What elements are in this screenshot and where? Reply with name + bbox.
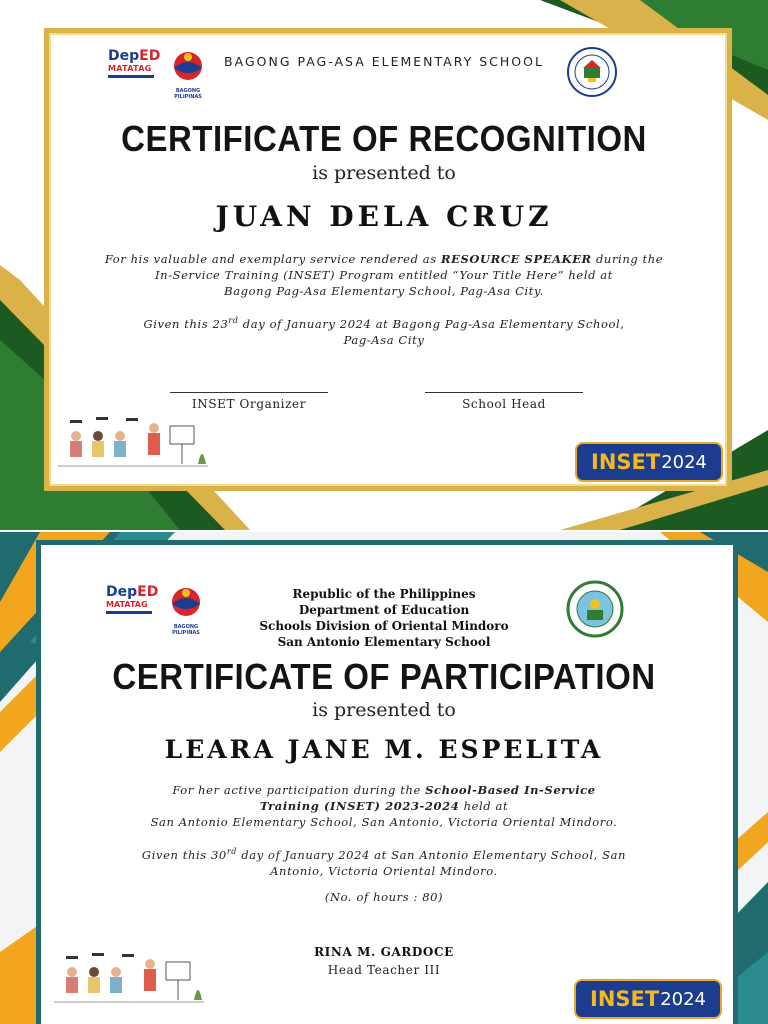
certificate-title: CERTIFICATE OF RECOGNITION <box>121 118 647 159</box>
signature-line-left <box>170 392 328 393</box>
logo-stripe <box>108 75 154 78</box>
role-text: RESOURCE SPEAKER <box>441 252 592 266</box>
deped-ed-text: ED <box>139 48 161 64</box>
certificate-body-2 <box>0 782 768 830</box>
header-line-3: Schools Division of Oriental Mindoro <box>259 619 509 633</box>
bagong-pilipinas-text: BAGONG PILIPINAS <box>174 88 202 100</box>
body-line-3: San Antonio Elementary School, San Antonio, Victoria Oriental Mindoro. <box>150 815 618 829</box>
matatag-text: MATATAG <box>108 64 152 73</box>
certificate-body <box>0 251 768 299</box>
header-line-1: Republic of the Philippines <box>292 587 476 601</box>
signatory-name: RINA M. GARDOCE <box>314 945 454 959</box>
given-statement <box>0 313 768 348</box>
training-illustration-2 <box>54 950 204 1010</box>
presented-to-text-2: is presented to <box>312 699 456 721</box>
body-line-2: In-Service Training (INSET) Program entitled “Your Title Here” held at <box>155 268 613 282</box>
deped-dep-text: Dep <box>108 48 140 64</box>
bagong-pilipinas-text: BAGONG PILIPINAS <box>172 624 200 636</box>
given-line-1: Given this 30rd day of January 2024 at San Antonio Elementary School, San <box>141 847 627 862</box>
hours-text: (No. of hours : 80) <box>324 890 444 904</box>
body-line-1: For her active participation during the School-Based In-Service <box>172 783 596 797</box>
signatory-title: Head Teacher III <box>327 963 441 977</box>
given-line-1: Given this 23rd day of January 2024 at Bagong Pag-Asa Elementary School, <box>143 316 625 331</box>
deped-ed-text: ED <box>137 584 159 600</box>
signatory-left-label: INSET Organizer <box>191 397 307 411</box>
given-line-2: Pag-Asa City <box>343 332 425 347</box>
given-line-2: Antonio, Victoria Oriental Mindoro. <box>270 863 498 878</box>
given-statement-2 <box>0 844 768 879</box>
inset-2024-badge-2 <box>574 979 722 1019</box>
recipient-name-2: LEARA JANE M. ESPELITA <box>164 735 604 764</box>
school-name: BAGONG PAG-ASA ELEMENTARY SCHOOL <box>224 54 544 69</box>
deped-dep-text: Dep <box>106 584 138 600</box>
badge-year-text: 2024 <box>661 451 707 473</box>
body-line-1: For his valuable and exemplary service rendered as RESOURCE SPEAKER during the <box>104 252 664 266</box>
presented-to-text: is presented to <box>312 162 456 184</box>
header-line-4: San Antonio Elementary School <box>277 635 491 649</box>
certificate-title-2: CERTIFICATE OF PARTICIPATION <box>112 656 656 697</box>
body-line-2: Training (INSET) 2023-2024 held at <box>259 799 509 813</box>
training-illustration <box>58 414 208 474</box>
signature-line-right <box>425 392 583 393</box>
issuer-header <box>0 586 768 650</box>
matatag-text: MATATAG <box>106 600 148 609</box>
inset-2024-badge <box>575 442 723 482</box>
badge-year-text: 2024 <box>660 988 706 1010</box>
badge-inset-text: INSET <box>590 987 660 1011</box>
recipient-name: JUAN DELA CRUZ <box>215 200 553 233</box>
body-line-3: Bagong Pag-Asa Elementary School, Pag-Asa City. <box>224 284 544 298</box>
badge-inset-text: INSET <box>591 450 661 474</box>
signatory-right-label: School Head <box>462 397 546 411</box>
header-line-2: Department of Education <box>298 603 470 617</box>
